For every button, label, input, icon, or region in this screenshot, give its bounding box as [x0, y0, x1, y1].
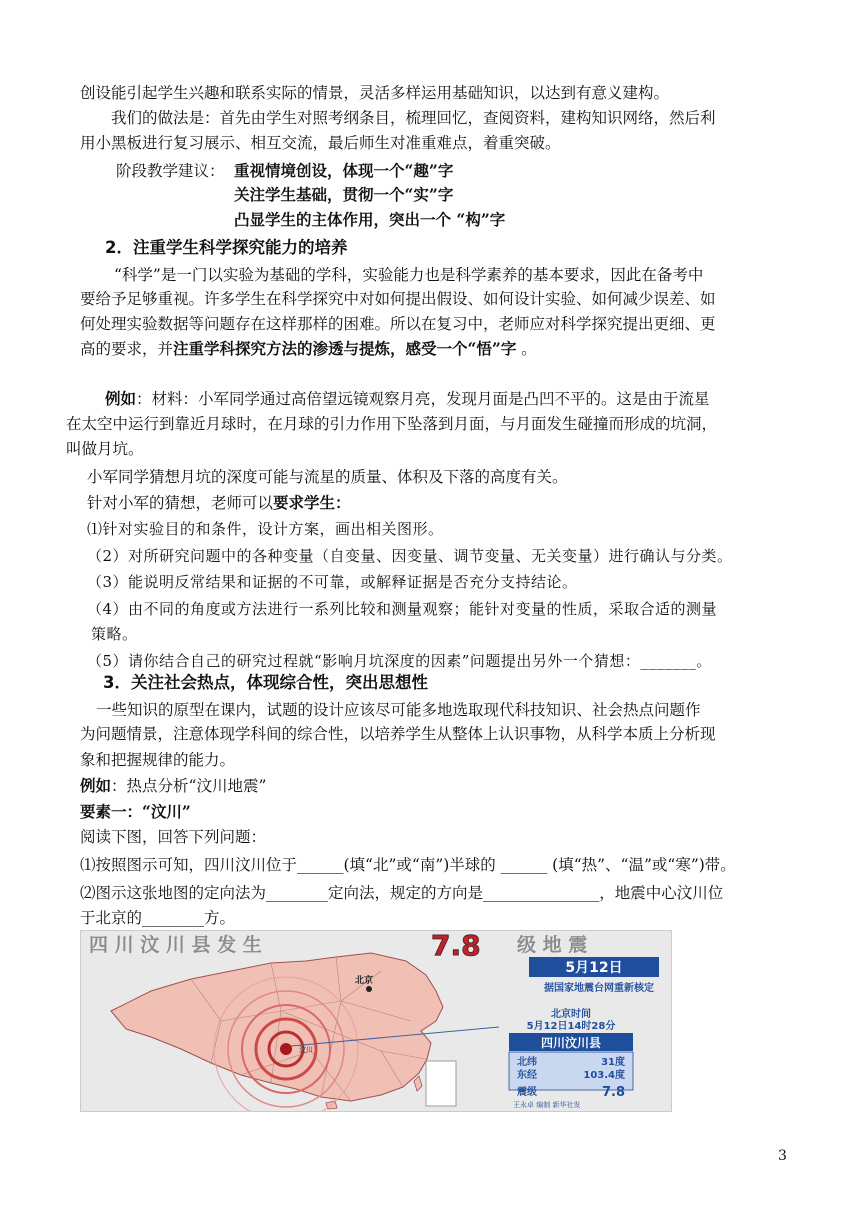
suggestion-2: 关注学生基础，贯彻一个“实”字: [234, 185, 454, 204]
requirement-4-cont: 策略。: [91, 625, 138, 643]
para-emphasis: 要求学生：: [273, 493, 351, 512]
epicenter-label: 汶川: [299, 1046, 313, 1054]
para-emphasis: 注重学科探究方法的渗透与提炼，感受一个“悟”字: [173, 339, 517, 358]
question-intro: 阅读下图，回答下列问题：: [80, 828, 267, 846]
para-text: 。: [516, 340, 537, 358]
para-line: 何处理实验数据等问题存在这样那样的困难。所以在复习中，老师应对科学探究提出更细、更: [80, 315, 716, 333]
date-label: 5月12日: [565, 960, 623, 976]
para-text: 针对小军的猜想，老师可以: [87, 494, 274, 512]
suggestion-1: 重视情境创设，体现一个“趣”字: [234, 161, 454, 180]
element-heading: 要素一：“汶川”: [80, 802, 191, 821]
suggestion-label: 阶段教学建议：: [116, 162, 225, 180]
beijing-marker: [366, 986, 372, 992]
county-label: 四川汶川县: [540, 1036, 602, 1050]
mag-value: 7.8: [601, 1085, 625, 1100]
section-heading-2: 2．注重学生科学探究能力的培养: [105, 238, 348, 257]
requirement-5: （5）请你结合自己的研究过程就“影响月坑深度的因素”问题提出另外一个猜想：_______。: [87, 652, 712, 670]
question-1: ⑴按照图示可知，四川汶川位于______(填“北”或“南”)半球的 ______ (填“热”、“温”或“寒”)带。: [80, 856, 736, 874]
para-line: 叫做月坑。: [66, 440, 144, 458]
para-line: 象和把握规律的能力。: [80, 751, 236, 769]
para-line: “科学”是一门以实验为基础的学科，实验能力也是科学素养的基本要求，因此在备考中: [114, 266, 704, 284]
page-number: 3: [778, 1148, 787, 1164]
example-label: 例如: [80, 776, 112, 795]
para-line: 为问题情景，注意体现学科间的综合性，以培养学生从整体上认识事物，从科学本质上分析现: [80, 725, 716, 743]
banner-title: 四 川 汶 川 县 发 生: [89, 934, 262, 956]
para-line: [87, 492, 351, 514]
suggestion-3: 凸显学生的主体作用，突出一个 “构”字: [234, 210, 506, 229]
example-label: 例如: [105, 389, 137, 408]
banner-magnitude: 7.8: [431, 931, 481, 962]
requirement-2: （2）对所研究问题中的各种变量（自变量、因变量、调节变量、无关变量）进行确认与分类。: [87, 547, 733, 565]
banner-end: 级 地 震: [517, 934, 588, 956]
para-line: 用小黑板进行复习展示、相互交流，最后师生对准重难点，着重突破。: [80, 134, 561, 152]
para-line: 一些知识的原型在课内，试题的设计应该尽可能多地选取现代科技知识、社会热点问题作: [96, 701, 701, 719]
section-heading-3: 3．关注社会热点，体现综合性，突出思想性: [103, 673, 428, 692]
lon-label: 东经: [517, 1070, 537, 1081]
lat-label: 北纬: [517, 1057, 537, 1068]
example-text: ：材料：小军同学通过高倍望远镜观察月亮，发现月面是凸凹不平的。这是由于流星: [136, 390, 710, 408]
example-line: [105, 388, 710, 410]
question-2-cont: 于北京的________方。: [80, 909, 236, 927]
south-sea-inset: [426, 1061, 456, 1106]
para-line: 小军同学猜想月坑的深度可能与流星的质量、体积及下落的高度有关。: [87, 468, 568, 486]
example-line: [80, 775, 266, 797]
para-line: 要给予足够重视。许多学生在科学探究中对如何提出假设、如何设计实验、如何减少误差、如: [80, 290, 716, 308]
credit-label: 王永卓 编制 新华社发: [513, 1101, 581, 1109]
example-text: ：热点分析“汶川地震”: [111, 777, 267, 795]
beijing-label: 北京: [355, 976, 374, 986]
time-label: 北京时间: [551, 1009, 591, 1020]
time-value: 5月12日14时28分: [526, 1021, 616, 1032]
map-graphic: [81, 931, 671, 1111]
earthquake-map-figure: [80, 930, 672, 1112]
para-text: 高的要求，并: [80, 340, 174, 358]
para-line: 创设能引起学生兴趣和联系实际的情景，灵活多样运用基础知识，以达到有意义建构。: [80, 84, 670, 102]
question-2: ⑵图示这张地图的定向法为________定向法，规定的方向是_______________，地震中心汶川位: [80, 884, 724, 902]
lon-value: 103.4度: [583, 1070, 625, 1081]
requirement-3: （3）能说明反常结果和证据的不可靠，或解释证据是否充分支持结论。: [87, 573, 578, 591]
para-line: [80, 338, 537, 360]
para-line: 在太空中运行到靠近月球时，在月球的引力作用下坠落到月面，与月面发生碰撞而形成的坑洞，: [66, 415, 718, 433]
requirement-1: ⑴针对实验目的和条件，设计方案，画出相关图形。: [87, 520, 444, 538]
lat-value: 31度: [601, 1057, 625, 1068]
mag-label: 震级: [517, 1087, 537, 1098]
requirement-4: （4）由不同的角度或方法进行一系列比较和测量观察；能针对变量的性质，采取合适的测量: [87, 600, 718, 618]
source-label: 据国家地震台网重新核定: [544, 983, 654, 994]
para-line: 我们的做法是：首先由学生对照考纲条目，梳理回忆，查阅资料，建构知识网络，然后利: [111, 109, 716, 127]
